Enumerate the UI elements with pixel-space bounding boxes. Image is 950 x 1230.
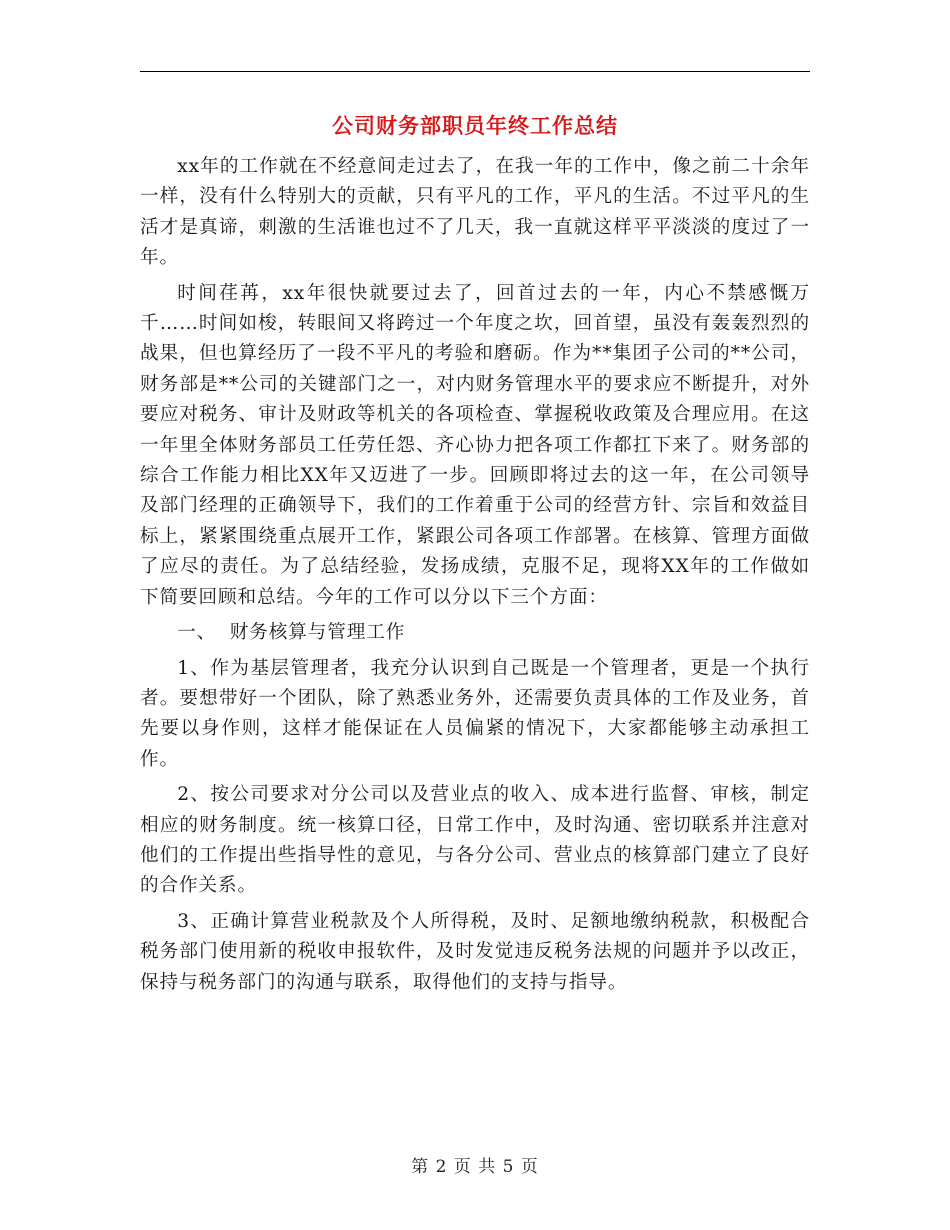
- list-item-2: 2、按公司要求对分公司以及营业点的收入、成本进行监督、审核，制定相应的财务制度。统一核算口径，日常工作中，及时沟通、密切联系并注意对他们的工作提出些指导性的意见，与各分公司、营业点的核算部门建立了良好的合作关系。: [140, 784, 810, 897]
- section-heading: 一、 财务核算与管理工作: [177, 622, 406, 644]
- document-title: 公司财务部职员年终工作总结: [332, 113, 618, 138]
- document-body: [140, 152, 810, 998]
- intro-paragraph: xx年的工作就在不经意间走过去了，在我一年的工作中，像之前二十余年一样，没有什么特别大的贡献，只有平凡的工作，平凡的生活。不过平凡的生活才是真谛，刺激的生活谁也过不了几天，我一直就这样平平淡淡的度过了一年。: [140, 156, 810, 269]
- list-item-3: 3、正确计算营业税款及个人所得税，及时、足额地缴纳税款，积极配合税务部门使用新的税收申报软件，及时发觉违反税务法规的问题并予以改正，保持与税务部门的沟通与联系，取得他们的支持与指导。: [140, 910, 810, 993]
- review-paragraph: 时间荏苒，xx年很快就要过去了，回首过去的一年，内心不禁感慨万千……时间如梭，转眼间又将跨过一个年度之坎，回首望，虽没有轰轰烈烈的战果，但也算经历了一段不平凡的考验和磨砺。作为**集团子公司的**公司，财务部是**公司的关键部门之一，对内财务管理水平的要求应不断提升，对外要应对税务、审计及财政等机关的各项检查、掌握税收政策及合理应用。在这一年里全体财务部员工任劳任怨、齐心协力把各项工作都扛下来了。财务部的综合工作能力相比XX年又迈进了一步。回顾即将过去的这一年，在公司领导及部门经理的正确领导下，我们的工作着重于公司的经营方针、宗旨和效益目标上，紧紧围绕重点展开工作，紧跟公司各项工作部署。在核算、管理方面做了应尽的责任。为了总结经验，发扬成绩，克服不足，现将XX年的工作做如下简要回顾和总结。今年的工作可以分以下三个方面：: [140, 282, 810, 608]
- page-number: 第 2 页 共 5 页: [411, 1157, 539, 1177]
- list-item-1: 1、作为基层管理者，我充分认识到自己既是一个管理者，更是一个执行者。要想带好一个团队，除了熟悉业务外，还需要负责具体的工作及业务，首先要以身作则，这样才能保证在人员偏紧的情况下，大家都能够主动承担工作。: [140, 657, 810, 770]
- header-rule: [140, 71, 810, 72]
